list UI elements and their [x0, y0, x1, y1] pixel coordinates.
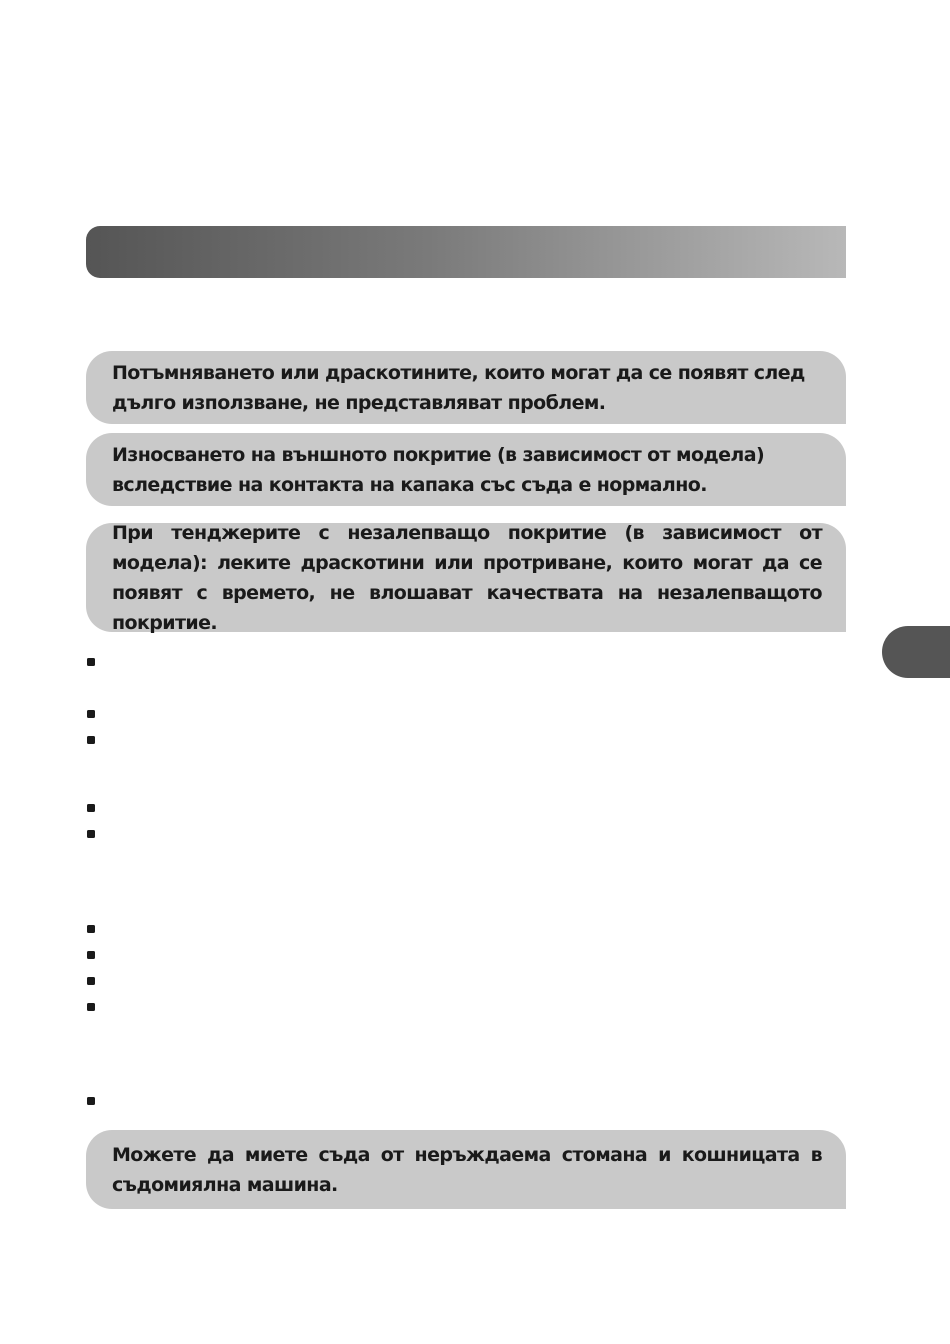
chapter-tab [882, 626, 950, 678]
note-box-nonstick [86, 523, 846, 632]
bullet-icon [87, 736, 95, 744]
note-box-discoloration [86, 351, 846, 424]
bullet-icon [87, 830, 95, 838]
note-box-dishwasher [86, 1130, 846, 1209]
bullet-icon [87, 925, 95, 933]
note-text-outer-coating: Износването на външното покритие (в зависимост от модела) вследствие на контакта на капака със съда е нормално. [112, 443, 765, 496]
bullet-icon [87, 951, 95, 959]
bullet-icon [87, 804, 95, 812]
section-header-bar [86, 226, 846, 278]
note-text-dishwasher: Можете да миете съда от неръждаема стомана и кошницата в съдомиялна машина. [112, 1143, 822, 1196]
bullet-icon [87, 1097, 95, 1105]
bullet-icon [87, 1003, 95, 1011]
bullet-icon [87, 710, 95, 718]
note-text-discoloration: Потъмняването или драскотините, които могат да се появят след дълго използване, не представляват проблем. [112, 361, 805, 414]
bullet-icon [87, 658, 95, 666]
bullet-icon [87, 977, 95, 985]
note-box-outer-coating [86, 433, 846, 506]
note-text-nonstick: При тенджерите с незалепващо покритие (в зависимост от модела): леките драскотини или протриване, които могат да се появят с времето, не влошават качествата на незалепващото покритие. [112, 521, 822, 634]
